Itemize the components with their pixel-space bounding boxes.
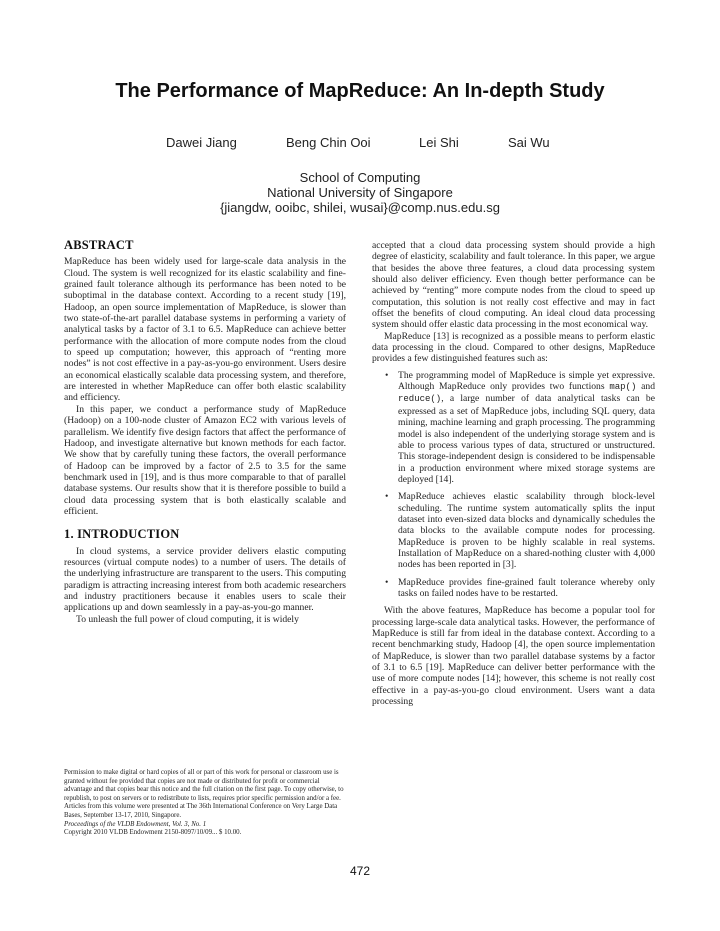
author-name: Dawei Jiang: [166, 135, 237, 150]
bullet-icon: •: [385, 576, 389, 588]
introduction-paragraph: In cloud systems, a service provider delivers elastic computing resources (virtual compute nodes) to a number of users. The details of the underlying infrastructure are transparent to the users. This computing paradigm is attracting increasing interest from both academic researchers and industry practitioners because it enables users to scale their applications up and down seamlessly in a pay-as-you-go manner.: [64, 545, 346, 614]
left-column: [64, 240, 346, 625]
affiliation-university: National University of Singapore: [267, 185, 453, 200]
affiliation-school: School of Computing: [299, 170, 421, 185]
list-item-text: The programming model of MapReduce is simple yet expressive. Although MapReduce only provides two functions: [398, 369, 655, 393]
introduction-heading: 1. INTRODUCTION: [64, 527, 180, 542]
list-item-text: MapReduce achieves elastic scalability through block-level scheduling. The runtime system automatically splits the input dataset into even-sized data blocks and dynamically schedules the data blocks to the available compute nodes for processing. MapReduce is proven to be highly scalable in real systems. Installation of MapReduce on a shared-nothing cluster with 4,000 nodes has been reported in [3].: [398, 491, 655, 571]
list-item-text: , a large number of data analytical tasks can be expressed as a set of MapReduce jobs, including SQL query, data mining, machine learning and graph processing. The programming model is also independent of the underlying storage system and is able to process various types of data, structured or unstructured. This storage-independent design is considered to be indispensable in a production environment where mixed storage systems are deployed [14].: [398, 393, 655, 485]
author-name: Lei Shi: [419, 135, 459, 150]
permission-notice: Permission to make digital or hard copies of all or part of this work for personal or classroom use is granted without fee provided that copies are not made or distributed for profit or commercial advantage and that copies bear this notice and the full citation on the first page. To copy otherwise, to republish, to post on servers or to redistribute to lists, requires prior specific permission and/or a fee. Articles from this volume were presented at The 36th International Conference on Very Large Data Bases, September 13-17, 2010, Singapore.: [64, 769, 344, 819]
author-list: [0, 135, 720, 155]
list-item: [385, 369, 655, 485]
author-name: Beng Chin Ooi: [286, 135, 371, 150]
author-name: Sai Wu: [508, 135, 550, 150]
paper-title: The Performance of MapReduce: An In-depth Study: [115, 80, 605, 102]
page-number: 472: [349, 864, 371, 878]
body-paragraph: MapReduce [13] is recognized as a possible means to perform elastic data processing in the cloud. Compared to other designs, MapReduce provides a few distinguished features such as:: [372, 330, 655, 365]
bullet-icon: •: [385, 369, 389, 381]
list-item-text: MapReduce provides fine-grained fault tolerance whereby only tasks on failed nodes have to be restarted.: [398, 576, 655, 599]
introduction-paragraph: To unleash the full power of cloud computing, it is widely: [76, 613, 299, 625]
body-paragraph: accepted that a cloud data processing system should provide a high degree of elasticity, scalability and fault tolerance. In this paper, we argue that besides the above three features, a cloud data processing system should also deliver efficiency. Even though better performance can be achieved by “renting” more compute nodes from the cloud to speed up computation, this solution is not really cost effective and may in fact offset the benefits of cloud computing. An ideal cloud data processing system should offer elastic data processing in the most economical way.: [372, 240, 655, 331]
copyright-footnote: [64, 769, 346, 838]
right-column: [372, 240, 655, 707]
list-item: [385, 491, 655, 571]
list-item-text: and: [641, 381, 655, 393]
list-item: [385, 576, 655, 600]
abstract-paragraph: In this paper, we conduct a performance study of MapReduce (Hadoop) on a 100-node cluster of Amazon EC2 with various levels of parallelism. We identify five design factors that affect the performance of Hadoop, and investigate alternative but known methods for each factor. We show that by carefully tuning these factors, the overall performance of Hadoop can be improved by a factor of 2.5 to 3.5 for the same benchmark used in [19], and is thus more comparable to that of parallel database systems. Our results show that it is therefore possible to build a cloud data processing system that is both elastically scalable and efficient.: [64, 403, 346, 517]
bullet-icon: •: [385, 491, 389, 503]
abstract-heading: ABSTRACT: [64, 238, 134, 252]
feature-list: [372, 370, 655, 600]
code-map: map(): [609, 382, 637, 393]
proceedings-line: Proceedings of the VLDB Endowment, Vol. 3, No. 1: [64, 820, 207, 828]
body-paragraph: With the above features, MapReduce has become a popular tool for processing large-scale data analytical tasks. However, the performance of MapReduce is still far from ideal in the database context. According to a recent benchmarking study, Hadoop [4], the open source implementation of MapReduce, is slower than two parallel database systems by a factor of 3.1 to 6.5 [19]. MapReduce can deliver better performance with the use of more compute nodes [14]; however, this scheme is not really cost effective in a pay-as-you-go cloud environment. Users want a data processing: [372, 605, 655, 708]
copyright-line: Copyright 2010 VLDB Endowment 2150-8097/10/09... $ 10.00.: [64, 829, 242, 837]
affiliation-emails: {jiangdw, ooibc, shilei, wusai}@comp.nus.edu.sg: [220, 200, 500, 215]
code-reduce: reduce(): [398, 394, 442, 405]
abstract-paragraph: MapReduce has been widely used for large-scale data analysis in the Cloud. The system is well recognized for its elastic scalability and fine-grained fault tolerance although its performance has been noted to be suboptimal in the database context. According to a recent study [19], Hadoop, an open source implementation of MapReduce, is slower than two state-of-the-art parallel database systems in performing a variety of analytical tasks by a factor of 3.1 to 6.5. MapReduce can achieve better performance with the allocation of more compute nodes from the cloud to speed up computation; however, this approach of “renting more nodes” is not cost effective in a pay-as-you-go environment. Users desire an economical elastically scalable data processing system, and therefore, are interested in whether MapReduce can offer both elastic scalability and efficiency.: [64, 256, 346, 404]
